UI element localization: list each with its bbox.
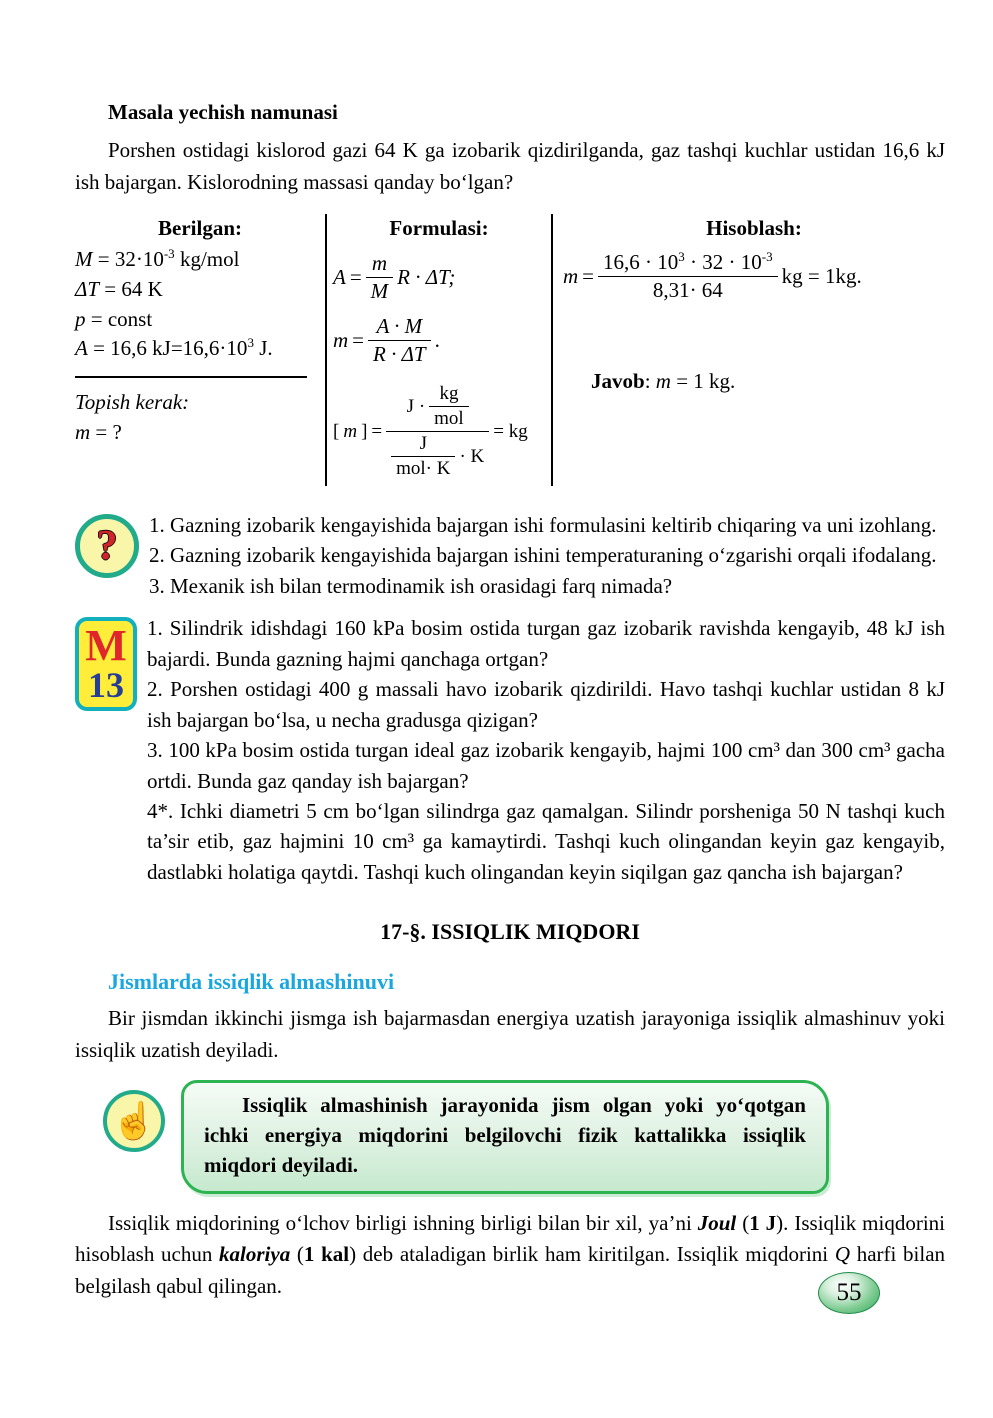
sample-problem-title: Masala yechish namunasi [108,100,338,124]
exercise-item: 1. Silindrik idishdagi 160 kPa bosim ostida turgan gaz izobarik ravishda kengayib, 48 kJ ish bajardi. Bunda gazning hajmi qanchaga ortgan? [147,616,945,671]
find-label: Topish kerak: [75,390,190,415]
sample-problem-text: Porshen ostidagi kislorod gazi 64 K ga izobarik qizdirilganda, gaz tashqi kuchlar ustidan 16,6 kJ ish bajargan. Kislorodning massasi qanday bo‘lgan? [75,138,945,194]
term-kaloriya: kaloriya [219,1242,291,1267]
given-header: Berilgan: [158,216,242,240]
question-item: 2. Gazning izobarik kengayishida bajargan ishini temperaturaning o‘zgarishi orqali ifodalang. [149,543,937,568]
calculation-column [553,214,945,486]
formula-units: [ m ] = J · $\frac{kg}{\text{mol}}$ $\frac{J}{\text{mol· K}}$ · K = kg [333,383,528,479]
pointing-hand-icon: ☝ [103,1090,165,1152]
definition-block [75,1080,945,1193]
formula-mass: m = $\frac{A \cdot M}{R \cdot \Delta T}$ . [333,314,440,366]
section-subheading: Jismlarda issiqlik almashinuvi [108,969,395,995]
question-item: 3. Mexanik ish bilan termodinamik ish orasidagi farq nimada? [149,573,673,598]
exercises-block [75,613,945,887]
exercise-item: 2. Porshen ostidagi 400 g massali havo izobarik qizdirildi. Havo tashqi kuchlar ustidan 8 kJ ish bajargan bo‘lsa, u necha gradusga qizigan? [147,677,945,732]
given-line-mass: $M = 32\cdot 10^{-3}$ kg/mol [75,246,240,271]
questions-text [149,510,945,601]
questions-block [75,510,945,601]
closing-paragraph: Issiqlik miqdorining o‘lchov birligi ishning birligi bilan bir xil, ya’ni Joul (1 J). Issiqlik miqdorini hisoblash uchun kaloriya (1 kal) deb ataladigan birlik ham kiritilgan. Issiqlik miqdorini Q harfi bilan belgilash qabul qilingan. [75,1210,946,1298]
section-title: 17-§. ISSIQLIK MIQDORI [380,919,640,945]
given-line-deltaT: ΔT = 64 K [75,276,163,301]
calculation-header: Hisoblash: [706,216,802,240]
given-divider-line [75,376,307,378]
formulas-header: Formulasi: [389,216,489,240]
question-mark-icon: ? [75,514,139,578]
given-column [75,214,325,486]
find-unknown: m = ? [75,419,122,444]
page-number-badge [818,1272,880,1314]
symbol-Q: Q [834,1242,850,1267]
calculation-formula: m = $\frac{16,6 \cdot 10^3 \cdot 32 \cdot 10^{-3}}{8,31\cdot 64}$ kg = 1kg. [563,249,862,302]
question-item: 1. Gazning izobarik kengayishida bajargan ishi formulasini keltirib chiqaring va uni izohlang. [149,513,937,537]
answer-line: Javob: m = 1 kg. [591,369,736,393]
page-number: 55 [836,1279,862,1306]
formulas-column [325,214,553,486]
exercise-set-badge-icon: M 13 [75,617,137,711]
exercise-item: 3. 100 kPa bosim ostida turgan ideal gaz izobarik kengayib, hajmi 100 cm³ dan 300 cm³ gacha ortdi. Bunda gaz qanday ish bajargan? [147,738,945,793]
page-content [75,0,945,1302]
given-line-pressure: p = const [75,306,153,331]
worked-solution-table [75,214,945,486]
formula-work: A = $\frac{m}{M}$ R · ΔT; [333,251,456,303]
given-line-work: A = 16,6 $kJ=16,6\cdot 10^3$ J. [75,335,273,361]
section-intro-text: Bir jismdan ikkinchi jismga ish bajarmasdan energiya uzatish jarayoniga issiqlik almashinuv yoki issiqlik uzatish deyiladi. [75,1006,945,1062]
definition-box: Issiqlik almashinish jarayonida jism olgan yoki yo‘qotgan ichki energiya miqdorini belgilovchi fizik kattalikka issiqlik miqdori deyiladi. [181,1080,829,1193]
term-joul: Joul [697,1210,737,1235]
exercise-item: 4*. Ichki diametri 5 cm bo‘lgan silindrga gaz qamalgan. Silindr porsheniga 50 N tashqi kuch ta’sir etib, gaz hajmini 10 cm³ ga kamaytirdi. Tashqi kuch olingandan keyin gaz kengayib, dastlabki holatiga qaytdi. Tashqi kuch olingandan keyin siqilgan gaz qancha ish bajargan? [147,798,945,884]
exercises-text [147,613,945,887]
